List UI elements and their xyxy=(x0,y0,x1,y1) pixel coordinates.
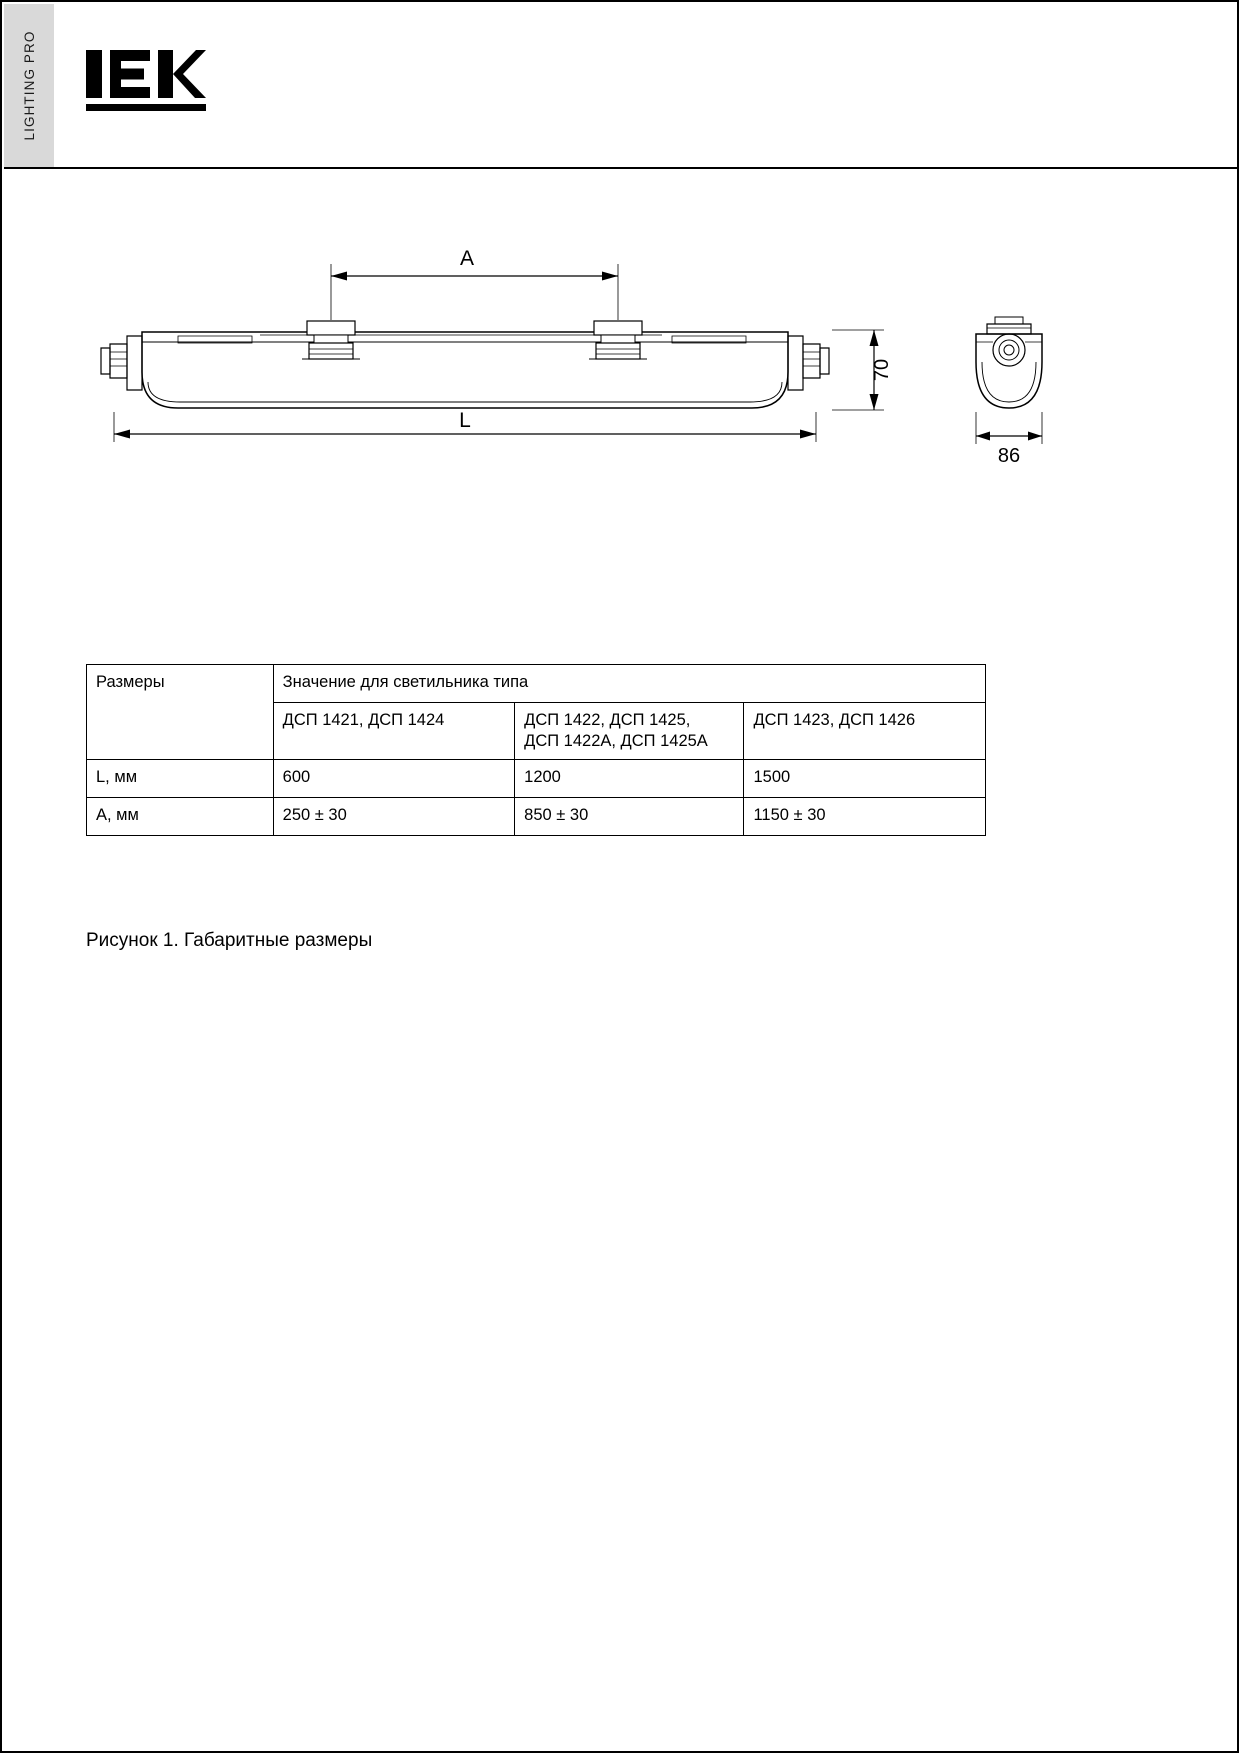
fixture-dimension-drawing xyxy=(2,212,1239,512)
table-row-label-l: L, мм xyxy=(87,760,274,798)
table-row xyxy=(87,665,986,703)
brand-sidebar-label: LIGHTING PRO xyxy=(21,30,37,141)
table-header-value: Значение для светильника типа xyxy=(273,665,985,703)
iek-logo xyxy=(86,50,206,112)
header-divider xyxy=(4,167,1239,169)
table-cell-empty xyxy=(87,703,274,760)
table-cell-l-3: 1500 xyxy=(744,760,986,798)
table-cell-a-3: 1150 ± 30 xyxy=(744,798,986,836)
table-row xyxy=(87,760,986,798)
brand-sidebar xyxy=(4,4,54,167)
dimension-label-height: 70 xyxy=(871,358,893,382)
table-row-label-a: A, мм xyxy=(87,798,274,836)
table-row xyxy=(87,798,986,836)
table-header-dimensions: Размеры xyxy=(87,665,274,703)
table-cell-type-1: ДСП 1421, ДСП 1424 xyxy=(273,703,514,760)
dimension-label-width: 86 xyxy=(997,445,1021,467)
table-row xyxy=(87,703,986,760)
dimensions-table xyxy=(86,664,986,836)
table-cell-type-2-line2: ДСП 1422А, ДСП 1425А xyxy=(524,731,708,750)
table-cell-type-2 xyxy=(515,703,744,760)
table-cell-type-2-line1: ДСП 1422, ДСП 1425, xyxy=(524,711,691,729)
dimension-label-l: L xyxy=(459,409,471,432)
table-cell-a-2: 850 ± 30 xyxy=(515,798,744,836)
table-cell-l-1: 600 xyxy=(273,760,514,798)
table-cell-a-1: 250 ± 30 xyxy=(273,798,514,836)
table-cell-l-2: 1200 xyxy=(515,760,744,798)
table-cell-type-3: ДСП 1423, ДСП 1426 xyxy=(744,703,986,760)
figure-caption: Рисунок 1. Габаритные размеры xyxy=(86,930,373,951)
dimension-label-a: A xyxy=(459,247,475,270)
